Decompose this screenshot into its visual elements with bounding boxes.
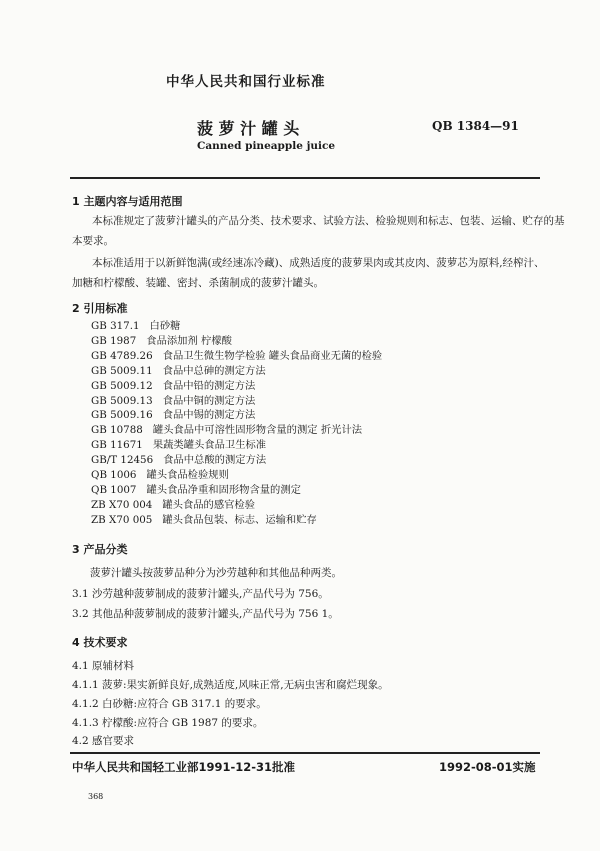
reference-code: GB 1987 — [91, 334, 137, 347]
section-2-heading: 2 引用标准 — [72, 302, 128, 315]
reference-title: 食品中总酸的测定方法 — [163, 454, 267, 467]
reference-item — [91, 481, 301, 496]
reference-title: 罐头食品的感官检验 — [162, 498, 256, 511]
page-number: 368 — [88, 792, 104, 801]
reference-code: QB 1007 — [91, 483, 137, 496]
section-1-paragraph-2-cont: 加糖和柠檬酸、装罐、密封、杀菌制成的菠萝汁罐头。 — [72, 277, 324, 289]
header-divider — [70, 177, 540, 179]
section-1-heading: 1 主题内容与适用范围 — [72, 195, 183, 208]
reference-item — [91, 362, 266, 377]
section-3-heading: 3 产品分类 — [72, 543, 128, 556]
reference-item — [91, 421, 362, 436]
reference-code: GB 5009.13 — [91, 394, 153, 407]
reference-code: GB 5009.11 — [91, 364, 153, 377]
reference-title: 罐头食品检验规则 — [146, 469, 229, 481]
reference-code: QB 1006 — [91, 469, 137, 481]
reference-title: 食品中锡的测定方法 — [162, 409, 256, 422]
reference-item — [91, 406, 255, 421]
reference-code: GB 4789.26 — [91, 349, 153, 362]
reference-title: 食品中铅的测定方法 — [162, 379, 256, 392]
section-4-item: 4.1.1 菠萝:果实新鲜良好,成熟适度,风味正常,无病虫害和腐烂现象。 — [72, 679, 389, 691]
reference-code: GB 10788 — [91, 424, 143, 437]
reference-code: ZB X70 004 — [91, 498, 153, 511]
reference-code: GB/T 12456 — [91, 454, 154, 467]
reference-title: 食品添加剂 柠檬酸 — [146, 334, 232, 347]
section-4-item: 4.1 原辅材料 — [72, 660, 135, 672]
section-3-intro: 菠萝汁罐头按菠萝品种分为沙劳越种和其他品种两类。 — [90, 567, 342, 579]
reference-code: GB 5009.16 — [91, 409, 153, 422]
reference-title: 白砂糖 — [149, 320, 181, 332]
reference-code: GB 11671 — [91, 439, 143, 452]
reference-title: 罐头食品净重和固形物含量的测定 — [146, 483, 301, 496]
reference-item — [91, 496, 255, 511]
reference-title: 食品中铜的测定方法 — [162, 394, 256, 407]
reference-item — [91, 317, 180, 332]
reference-title: 食品卫生微生物学检验 罐头食品商业无菌的检验 — [162, 349, 383, 362]
org-standard-label: 中华人民共和国行业标准 — [166, 74, 326, 90]
section-3-2: 3.2 其他品种菠萝制成的菠萝汁罐头,产品代号为 756 1。 — [72, 608, 339, 620]
reference-item — [91, 436, 266, 451]
reference-item — [91, 377, 255, 392]
section-4-item: 4.2 感官要求 — [72, 735, 135, 747]
effective-date: 1992-08-01实施 — [439, 760, 536, 774]
standard-number: QB 1384—91 — [432, 119, 519, 133]
reference-item — [91, 511, 317, 526]
section-4-heading: 4 技术要求 — [72, 636, 128, 649]
reference-title: 罐头食品中可溶性固形物含量的测定 折光计法 — [152, 424, 363, 437]
reference-code: GB 5009.12 — [91, 379, 153, 392]
reference-title: 罐头食品包装、标志、运输和贮存 — [162, 513, 317, 526]
reference-code: GB 317.1 — [91, 320, 140, 332]
reference-title: 食品中总砷的测定方法 — [162, 364, 266, 377]
reference-item — [91, 451, 266, 466]
english-subtitle: Canned pineapple juice — [197, 140, 336, 152]
reference-item — [91, 392, 255, 407]
reference-item — [91, 332, 232, 347]
reference-item — [91, 347, 382, 362]
document-title: 菠 萝 汁 罐 头 — [197, 119, 300, 138]
section-3-1: 3.1 沙劳越种菠萝制成的菠萝汁罐头,产品代号为 756。 — [72, 588, 329, 600]
reference-title: 果蔬类罐头食品卫生标准 — [152, 439, 267, 452]
section-4-item: 4.1.2 白砂糖:应符合 GB 317.1 的要求。 — [72, 698, 267, 710]
section-4-item: 4.1.3 柠檬酸:应符合 GB 1987 的要求。 — [72, 717, 264, 729]
approval-line: 中华人民共和国轻工业部1991-12-31批准 — [72, 760, 296, 774]
footer-divider — [70, 752, 540, 754]
reference-item — [91, 466, 229, 481]
reference-code: ZB X70 005 — [91, 513, 153, 526]
section-1-paragraph-2: 本标准适用于以新鲜饱满(或经速冻冷藏)、成熟适度的菠萝果肉或其皮肉、菠萝芯为原料,经榨汁、 — [92, 257, 545, 269]
section-1-paragraph-1: 本标准规定了菠萝汁罐头的产品分类、技术要求、试验方法、检验规则和标志、包装、运输、贮存的基 — [92, 215, 565, 227]
section-1-paragraph-1-cont: 本要求。 — [72, 235, 114, 247]
